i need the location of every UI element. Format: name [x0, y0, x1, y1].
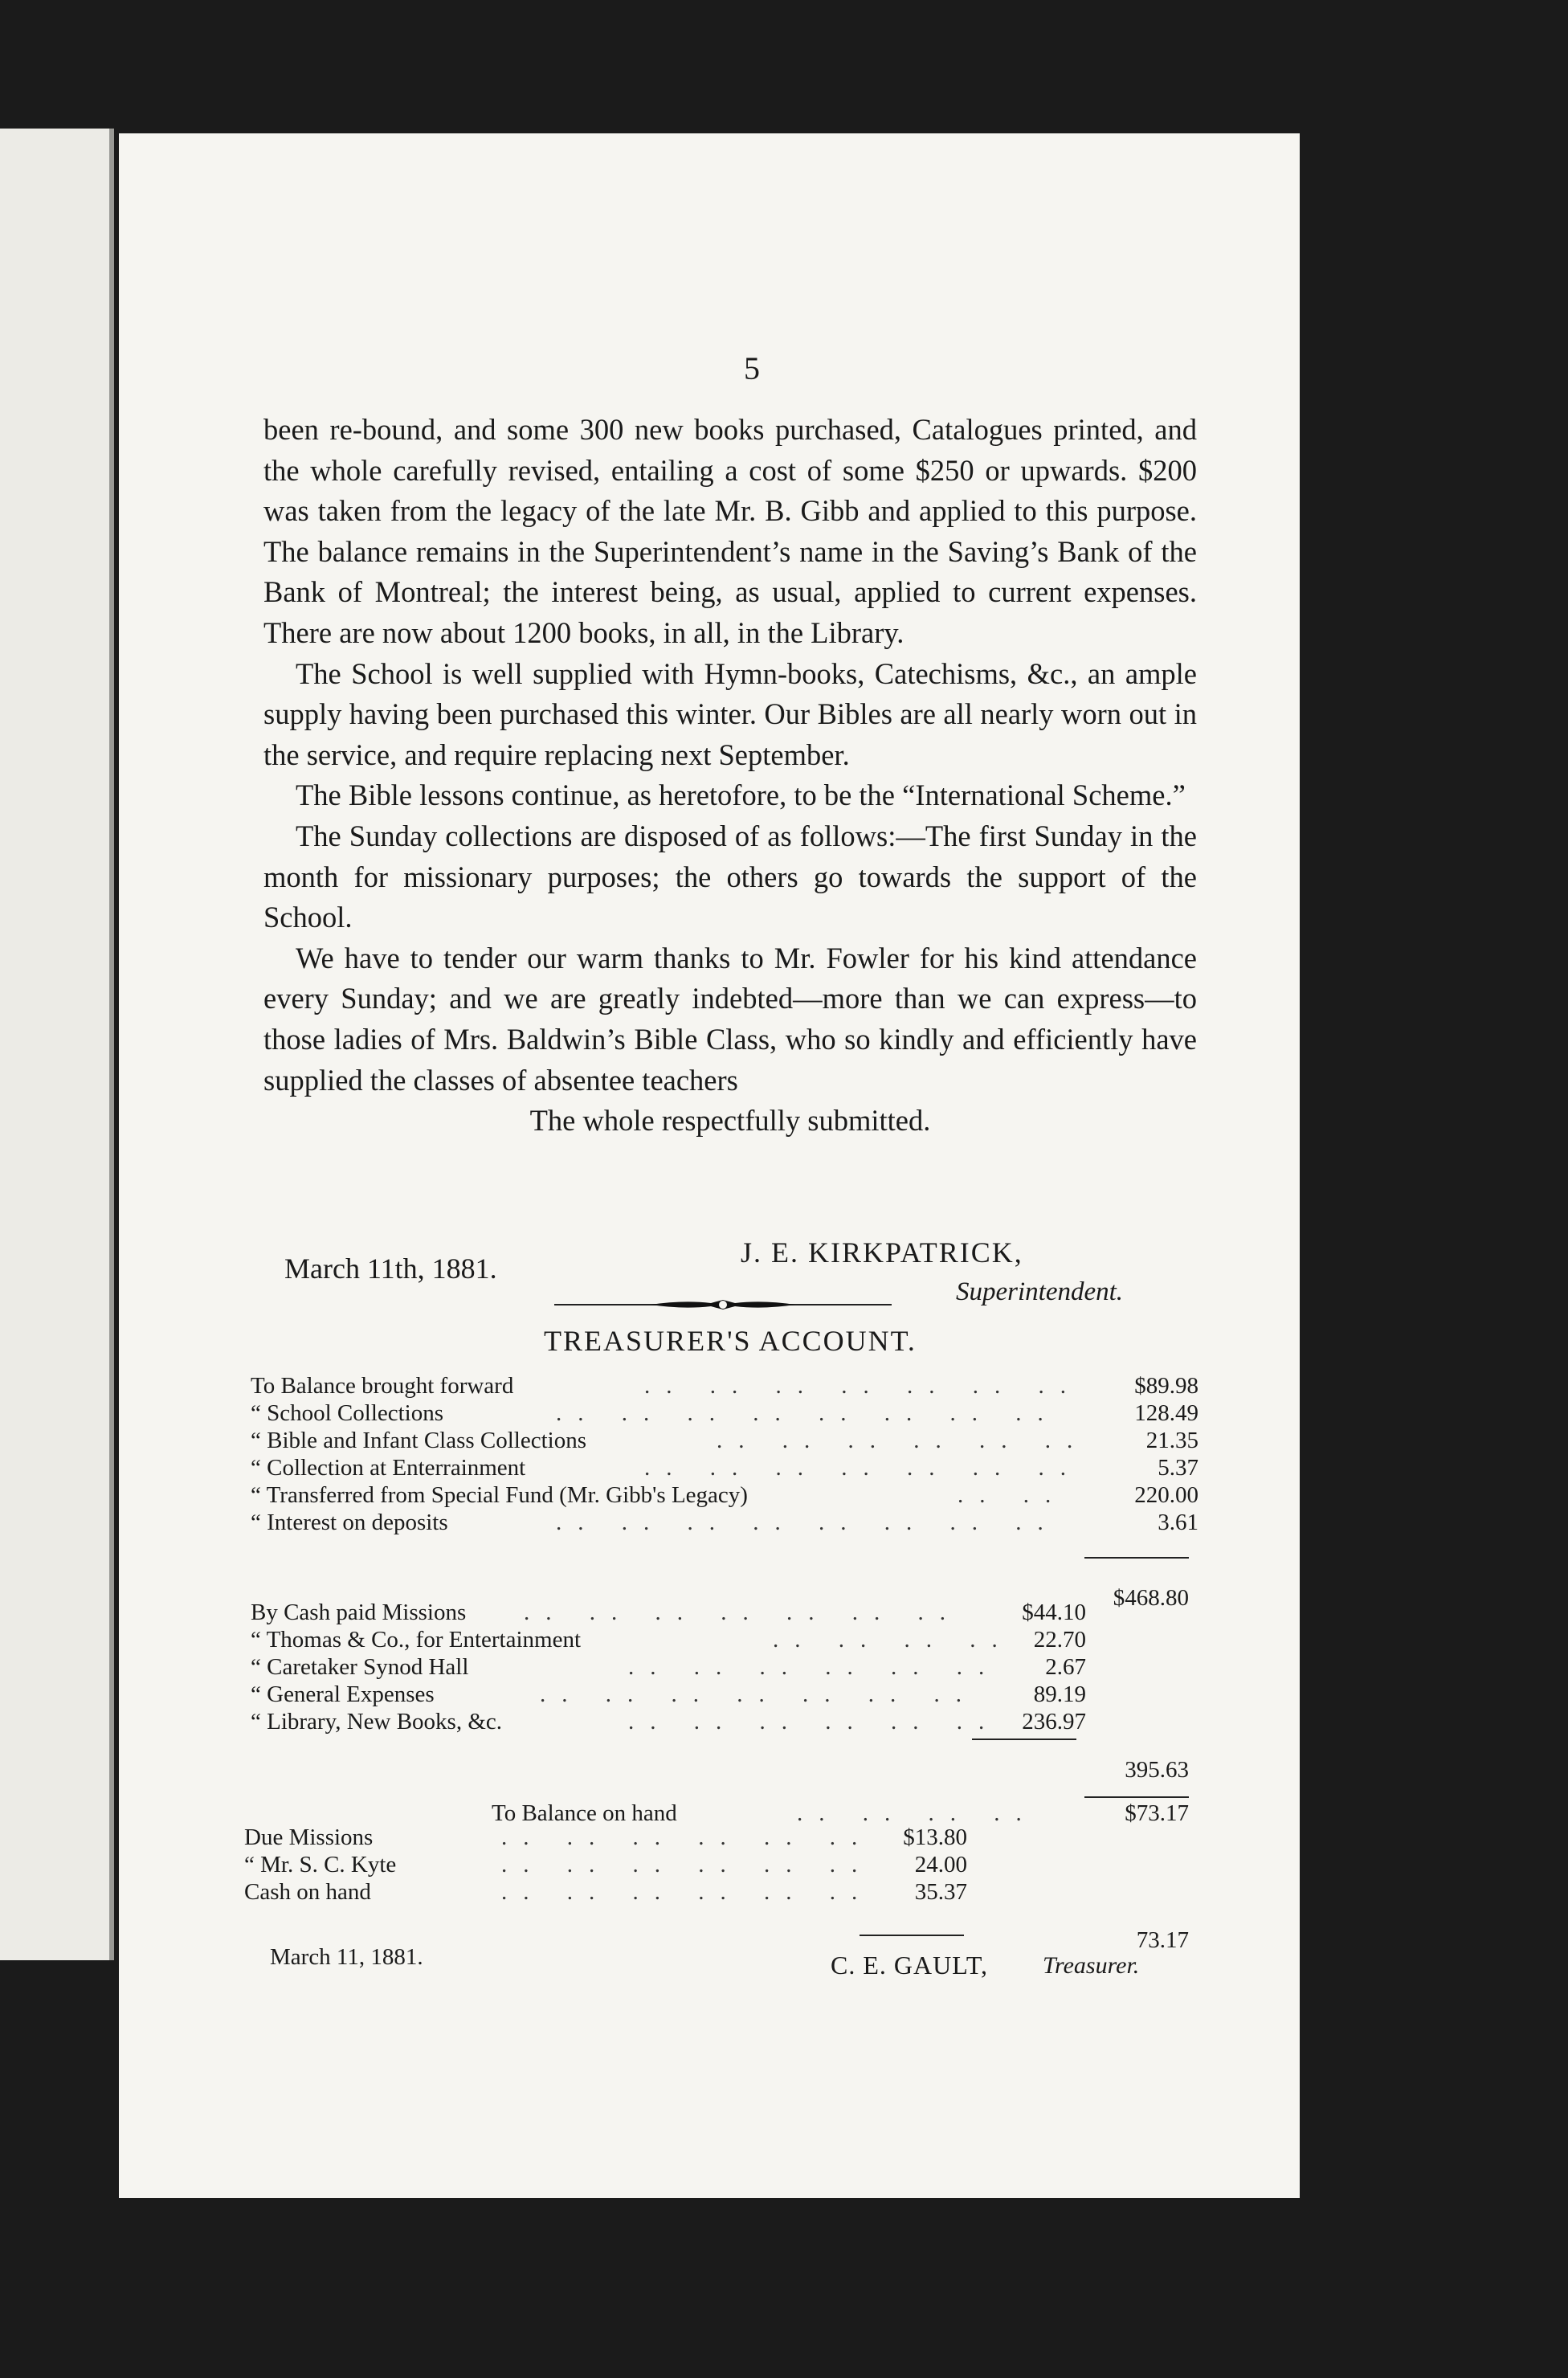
ledger-amount: 22.70 — [1033, 1627, 1086, 1653]
ledger-label: Due Missions — [244, 1824, 374, 1850]
account-title: TREASURER'S ACCOUNT. — [544, 1325, 917, 1357]
leader-dots: .. .. .. .. .. .. — [501, 1824, 874, 1850]
ledger-label: “ Transferred from Special Fund (Mr. Gibb's Legacy) — [251, 1482, 748, 1508]
sum-rule — [1084, 1557, 1189, 1559]
paragraph-2: The School is well supplied with Hymn-books, Catechisms, &c., an ample supply having been purchased this winter. Our Bibles are all nearly worn out in the service, and require replacing next September. — [263, 656, 1197, 771]
ledger-label: By Cash paid Missions — [251, 1600, 467, 1625]
treasurer-title: Treasurer. — [1043, 1952, 1140, 1979]
ledger-row — [244, 1824, 983, 1851]
ledger-label: “ Mr. S. C. Kyte — [244, 1852, 397, 1877]
ledger-label: To Balance brought forward — [251, 1373, 514, 1399]
ledger-label: “ Bible and Infant Class Collections — [251, 1428, 587, 1453]
treasurer-name: C. E. GAULT, — [831, 1951, 988, 1980]
ledger-amount: 5.37 — [1158, 1455, 1198, 1481]
page-edge-shadow — [109, 129, 114, 1960]
ledger-amount: 220.00 — [1134, 1482, 1198, 1508]
paragraph-3: The Bible lessons continue, as heretofore, to be the “International Scheme.” — [296, 778, 1186, 812]
ledger-row — [251, 1708, 1134, 1735]
leader-dots: .. .. .. .. .. .. .. — [644, 1455, 1082, 1481]
leader-dots: .. .. .. .. .. .. .. — [524, 1600, 962, 1625]
ledger-row — [492, 1800, 1198, 1827]
ledger-label: “ Thomas & Co., for Entertainment — [251, 1627, 582, 1653]
ledger-label: “ School Collections — [251, 1400, 444, 1426]
ledger-amount: $13.80 — [903, 1824, 967, 1850]
leader-dots: .. .. — [958, 1482, 1068, 1508]
ornamental-rule-icon — [554, 1295, 892, 1314]
balance-row — [492, 1800, 1198, 1827]
ledger-label: “ Caretaker Synod Hall — [251, 1654, 469, 1680]
ledger-label: Cash on hand — [244, 1879, 371, 1905]
receipts-ledger — [251, 1372, 1215, 1536]
ledger-amount: 2.67 — [1045, 1654, 1086, 1680]
ledger-label: “ General Expenses — [251, 1681, 435, 1707]
balance-check: 73.17 — [1136, 1927, 1189, 1953]
paragraph-5: We have to tender our warm thanks to Mr. Fowler for his kind attendance every Sunday; and we are greatly indebted—more than we can express—to those ladies of Mrs. Baldwin’s Bible Class, who so kindly and efficiently have supplied the classes of absentee teachers — [263, 941, 1197, 1097]
leader-dots: .. .. .. .. .. .. .. — [644, 1373, 1082, 1399]
ledger-row — [251, 1599, 1134, 1626]
ledger-amount: 89.19 — [1033, 1681, 1086, 1707]
page-number: 5 — [744, 350, 760, 386]
ledger-label: “ Library, New Books, &c. — [251, 1709, 503, 1734]
ledger-row — [251, 1427, 1215, 1454]
ledger-row — [251, 1681, 1134, 1708]
payments-ledger — [251, 1599, 1134, 1735]
ledger-row — [251, 1372, 1215, 1399]
report-date: March 11th, 1881. — [284, 1252, 497, 1285]
ledger-row — [251, 1454, 1215, 1481]
receipts-total: $468.80 — [1113, 1585, 1189, 1611]
ledger-amount: 236.97 — [1022, 1709, 1086, 1734]
ledger-amount: 24.00 — [914, 1852, 967, 1877]
ledger-row — [251, 1509, 1215, 1536]
superintendent-title: Superintendent. — [956, 1277, 1124, 1306]
payments-total: 395.63 — [1125, 1757, 1189, 1783]
sum-rule — [972, 1739, 1076, 1740]
leader-dots: .. .. .. .. .. .. — [628, 1709, 1001, 1734]
ledger-row — [251, 1399, 1215, 1427]
ledger-amount: 21.35 — [1145, 1428, 1198, 1453]
leader-dots: .. .. .. .. .. .. — [717, 1428, 1089, 1453]
ledger-row — [251, 1626, 1134, 1653]
adjacent-page — [0, 129, 114, 1960]
paragraph-6: The whole respectfully submitted. — [529, 1104, 931, 1138]
leader-dots: .. .. .. .. .. .. .. — [540, 1681, 978, 1707]
sum-rule — [1084, 1796, 1189, 1798]
ledger-row — [251, 1653, 1134, 1681]
ledger-amount: $89.98 — [1134, 1373, 1198, 1399]
ledger-amount: 35.37 — [914, 1879, 967, 1905]
ledger-label: “ Interest on deposits — [251, 1510, 448, 1535]
leader-dots: .. .. .. .. .. .. .. .. — [556, 1400, 1060, 1426]
ledger-amount: $44.10 — [1022, 1600, 1086, 1625]
leader-dots: .. .. .. .. .. .. .. .. — [556, 1510, 1060, 1535]
superintendent-name: J. E. KIRKPATRICK, — [741, 1236, 1023, 1269]
leader-dots: .. .. .. .. — [797, 1800, 1038, 1826]
balance-label: To Balance on hand — [492, 1800, 677, 1826]
treasurer-date: March 11, 1881. — [270, 1944, 423, 1970]
ledger-amount: 128.49 — [1134, 1400, 1198, 1426]
paragraph-1: been re-bound, and some 300 new books purchased, Catalogues printed, and the whole carefully revised, entailing a cost of some $250 or upwards. $200 was taken from the legacy of the late Mr. B. Gibb and applied to this purpose. The balance remains in the Superintendent’s name in the Saving’s Bank of the Bank of Montreal; the interest being, as usual, applied to current expenses. There are now about 1200 books, in all, in the Library. — [263, 413, 1197, 649]
balance-amount: $73.17 — [1125, 1800, 1189, 1826]
paragraph-4: The Sunday collections are disposed of as follows:—The first Sunday in the month for missionary purposes; the others go towards the support of the School. — [263, 819, 1197, 934]
leader-dots: .. .. .. .. .. .. — [628, 1654, 1001, 1680]
body-text — [263, 410, 1197, 1142]
leader-dots: .. .. .. .. .. .. — [501, 1879, 874, 1905]
ledger-row — [251, 1481, 1215, 1509]
ledger-row — [244, 1878, 983, 1906]
leader-dots: .. .. .. .. .. .. — [501, 1852, 874, 1877]
balance-ledger — [244, 1824, 983, 1906]
ledger-amount: 3.61 — [1158, 1510, 1198, 1535]
ledger-label: “ Collection at Enterrainment — [251, 1455, 526, 1481]
leader-dots: .. .. .. .. — [773, 1627, 1014, 1653]
sum-rule — [860, 1935, 964, 1936]
ledger-row — [244, 1851, 983, 1878]
